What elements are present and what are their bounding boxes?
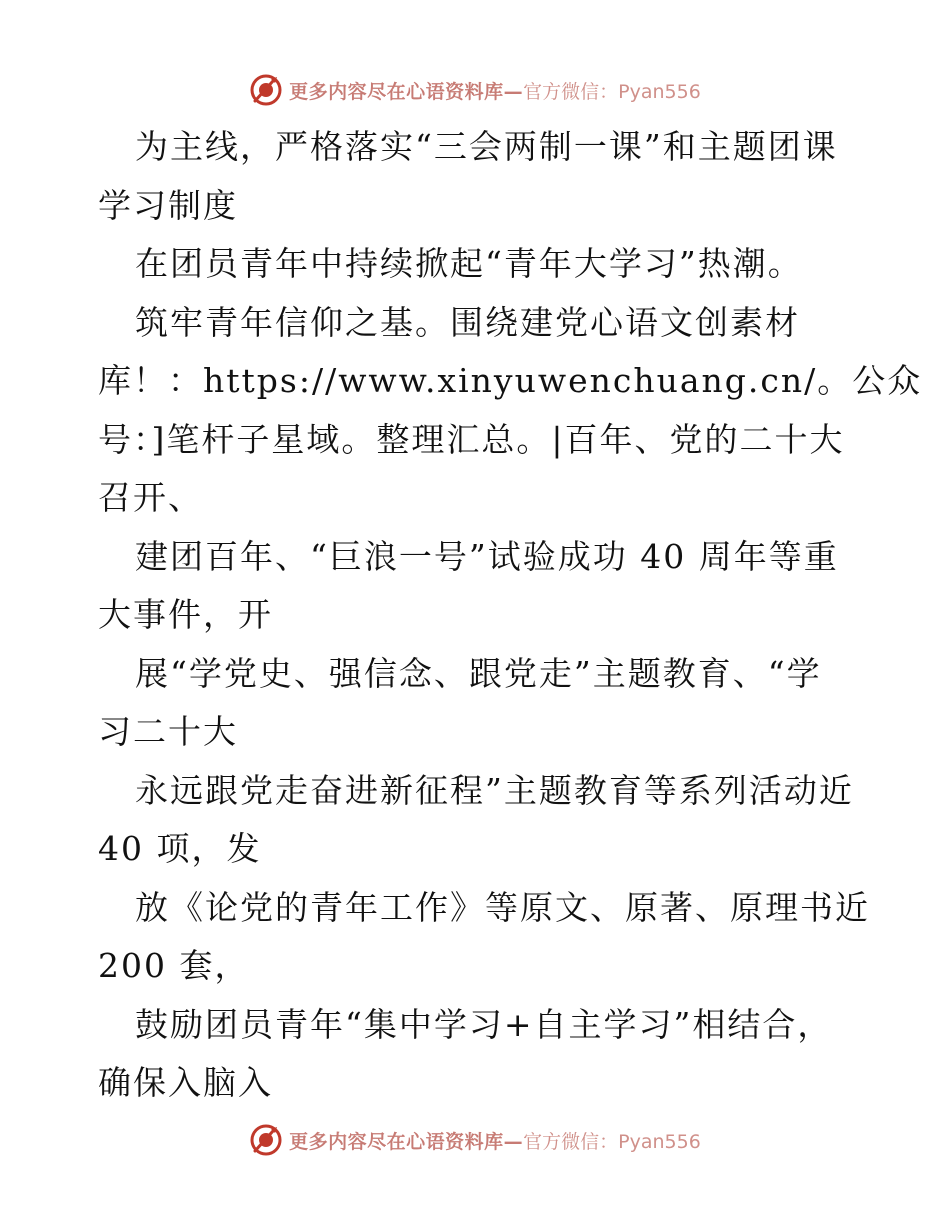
text-line: 筑牢青年信仰之基。围绕建党心语文创素材 (135, 302, 800, 342)
text-line: 鼓励团员青年“集中学习+自主学习”相结合， (135, 1004, 833, 1044)
text-line: 40 项，发 (98, 829, 262, 868)
text-line: 召开、 (98, 478, 203, 517)
text-line: 为主线，严格落实“三会两制一课”和主题团课 (135, 127, 838, 166)
brand-logo-icon (249, 73, 283, 107)
text-line: 永远跟党走奋进新征程”主题教育等系列活动近 (135, 770, 854, 810)
document-body (98, 118, 923, 1113)
text-line: 确保入脑入 (98, 1063, 273, 1102)
text-line: 建团百年、“巨浪一号”试验成功 40 周年等重 (135, 536, 839, 576)
text-line: 学习制度 (98, 185, 238, 225)
text-line: 库！：https://www.xinyuwenchuang.cn/。公众 (98, 361, 923, 400)
banner-text: 更多内容尽在心语资料库— (289, 80, 524, 103)
footer-banner (0, 1120, 950, 1160)
banner-wechat: 官方微信：Pyan556 (523, 80, 701, 103)
text-line: 号：]笔杆子星域。整理汇总。|百年、党的二十大 (98, 419, 845, 459)
text-line: 展“学党史、强信念、跟党走”主题教育、“学 (135, 653, 822, 693)
brand-logo-icon (249, 1123, 283, 1157)
text-line: 大事件，开 (98, 595, 273, 634)
header-banner (0, 70, 950, 110)
text-line: 习二十大 (98, 712, 238, 751)
text-line: 在团员青年中持续掀起“青年大学习”热潮。 (135, 244, 803, 283)
text-line: 放《论党的青年工作》等原文、原著、原理书近 (135, 887, 870, 927)
banner-wechat: 官方微信：Pyan556 (523, 1130, 701, 1153)
text-line: 200 套， (98, 946, 250, 985)
banner-text: 更多内容尽在心语资料库— (289, 1130, 524, 1153)
